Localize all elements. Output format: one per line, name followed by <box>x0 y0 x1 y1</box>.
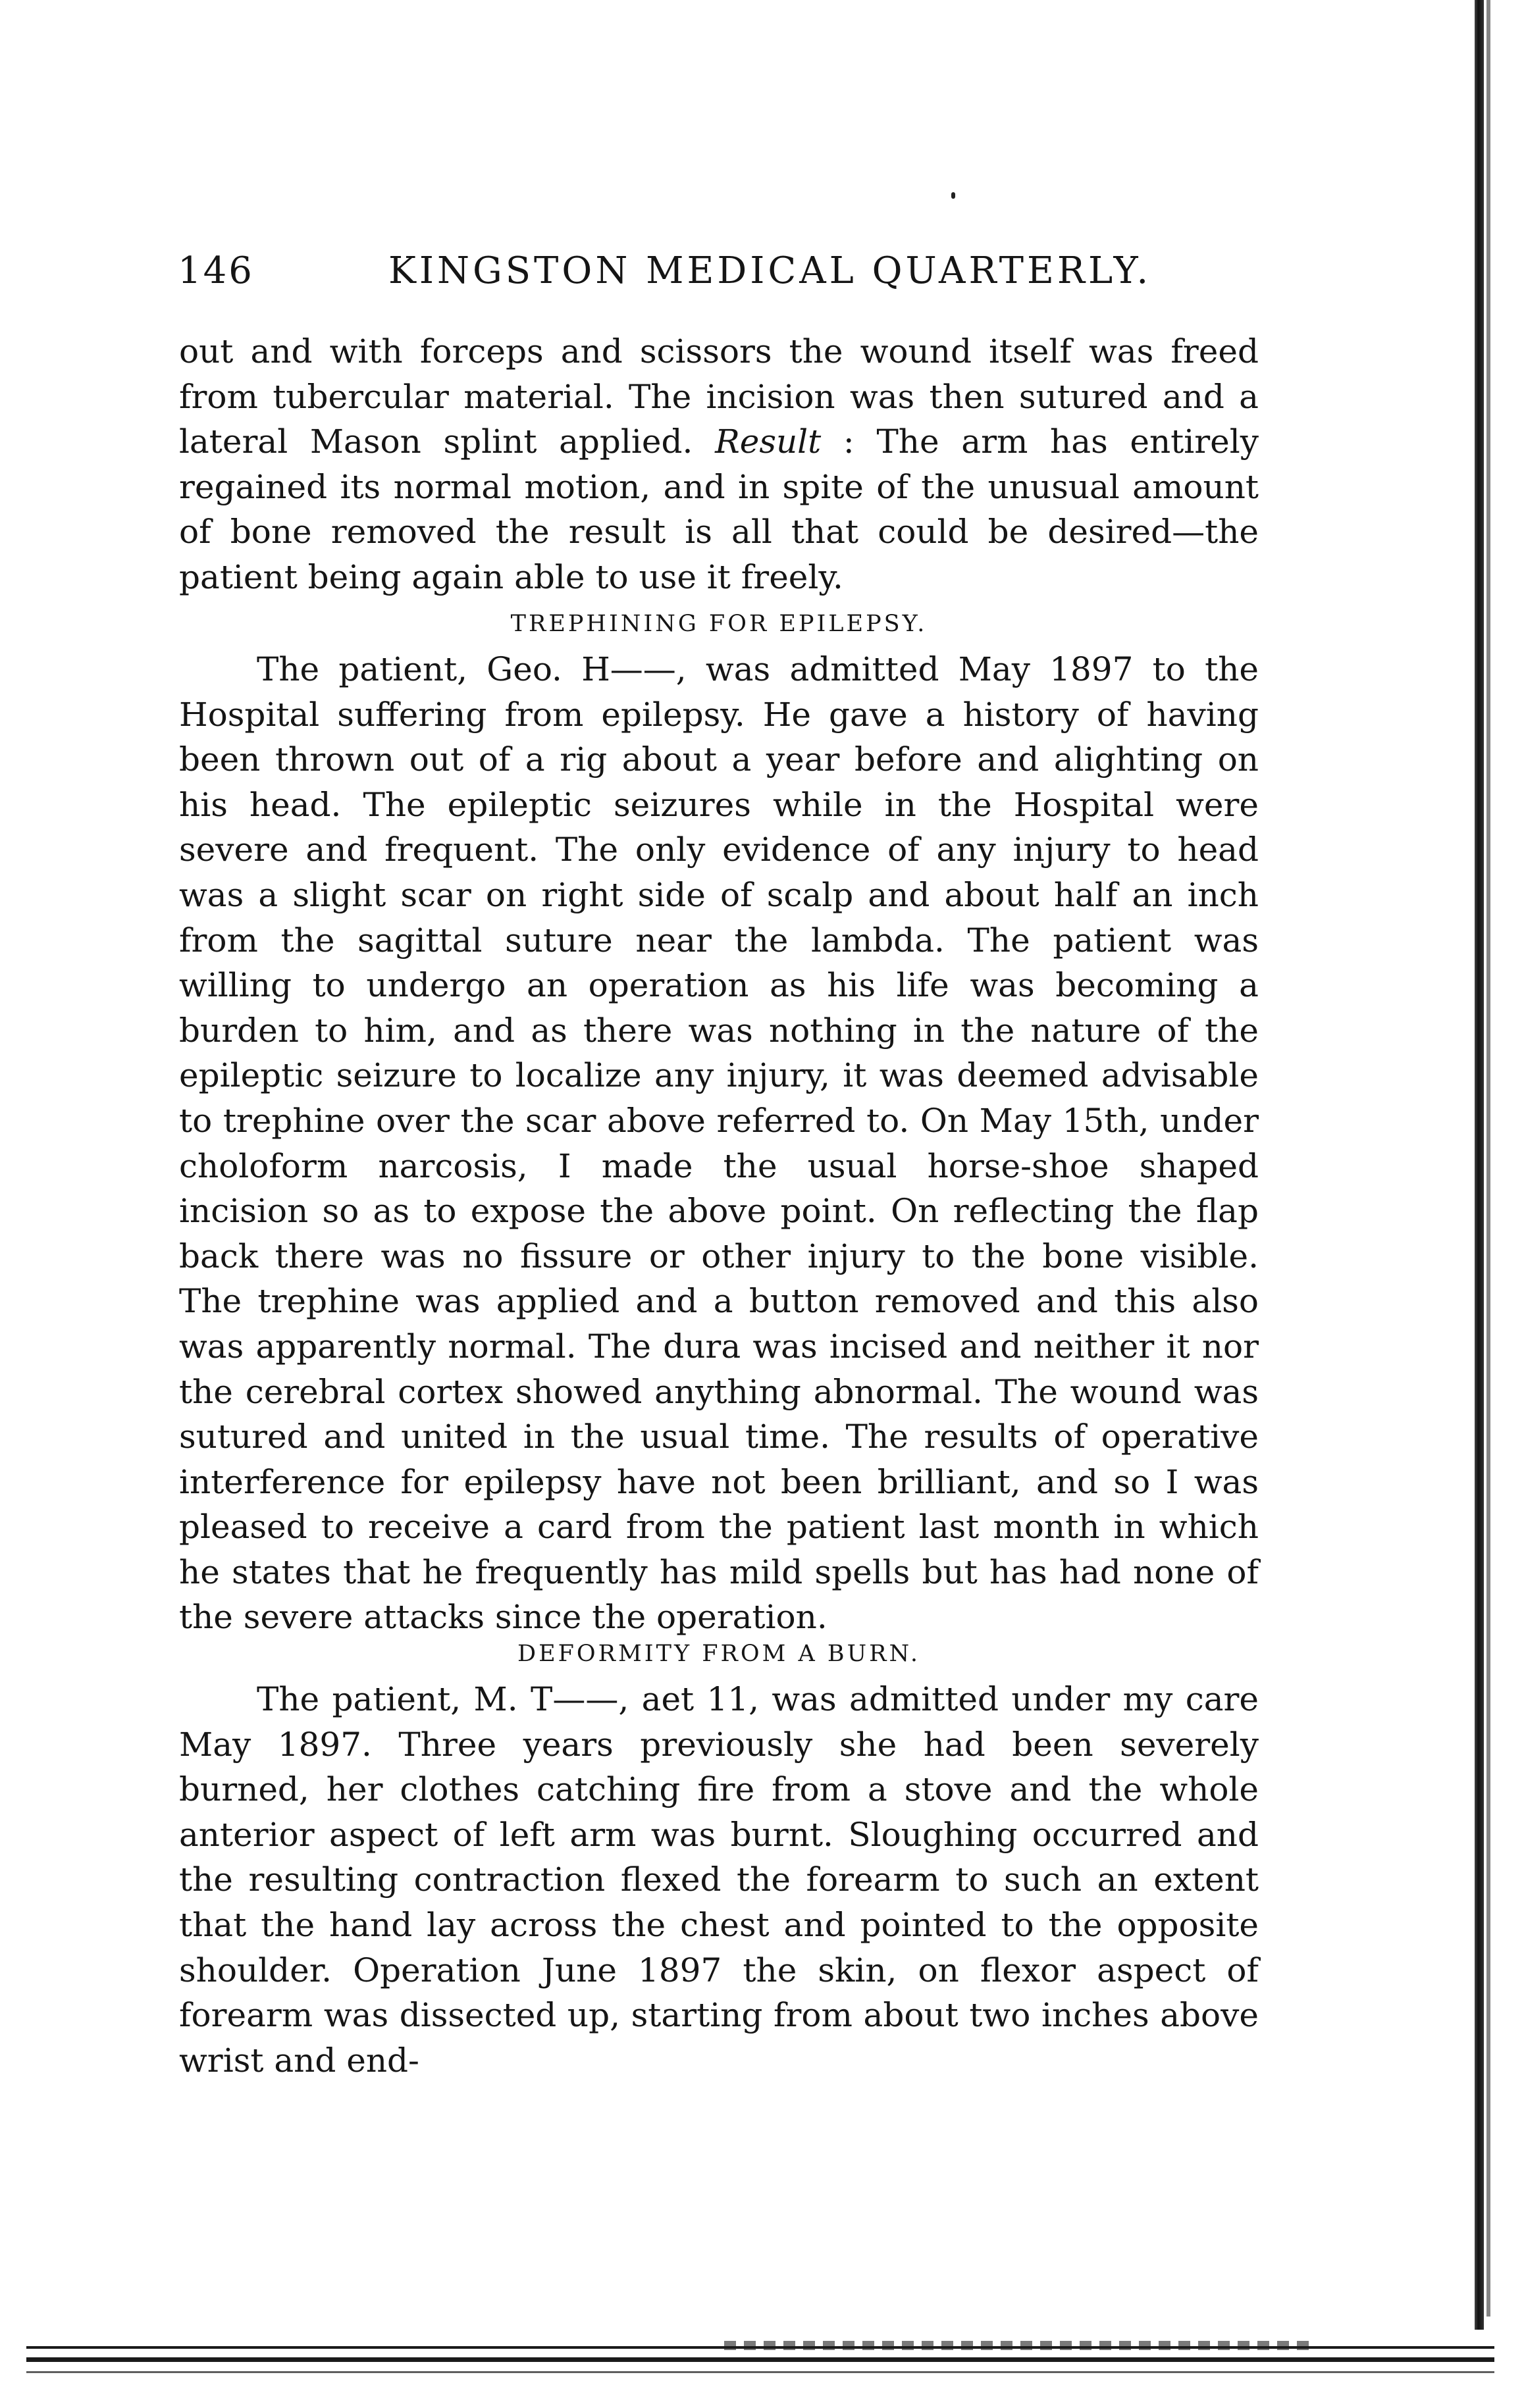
binding-edge-shadow <box>1475 0 1484 2330</box>
bottom-rule-bottom <box>26 2371 1494 2373</box>
burn-block <box>179 1677 1259 2083</box>
bottom-rule-middle <box>26 2357 1494 2362</box>
binding-edge-line <box>1486 0 1490 2317</box>
result-label: Result <box>715 423 822 461</box>
opening-text-before: out and with forceps and scissors the wound itself was freed from tubercular material. The incision was then sutured and a lateral Mason splint applied. <box>179 332 1259 461</box>
trephining-paragraph: The patient, Geo. H——, was admitted May 1897 to the Hospital suffering from epilepsy. He gave a history of having been thrown out of a rig about a year before and alighting on his head. The epileptic seizures while in the Hospital were severe and frequent. The only evidence of any injury to head was a slight scar on right side of scalp and about half an inch from the sagittal suture near the lambda. The patient was willing to undergo an operation as his life was becoming a burden to him, and as there was nothing in the nature of the epileptic seizure to localize any injury, it was deemed advisable to trephine over the scar above referred to. On May 15th, under choloform narcosis, I made the usual horse-shoe shaped incision so as to expose the above point. On reflecting the flap back there was no fissure or other injury to the bone visible. The trephine was applied and a button removed and this also was apparently normal. The dura was incised and neither it nor the cerebral cortex showed anything abnormal. The wound was sutured and united in the usual time. The results of operative interference for epilepsy have not been brilliant, and so I was pleased to receive a card from the patient last month in which he states that he frequently has mild spells but has had none of the severe attacks since the operation. <box>179 650 1259 1637</box>
page-number: 146 <box>178 249 254 292</box>
trephining-heading: TREPHINING FOR EPILEPSY. <box>510 611 928 637</box>
journal-title: KINGSTON MEDICAL QUARTERLY. <box>388 249 1152 292</box>
opening-text-after: : The arm has entirely regained its normal motion, and in spite of the unusual amount of bone removed the result is all that could be desired—the patient being again able to use it freely. <box>179 423 1259 596</box>
opening-paragraph <box>179 329 1259 600</box>
burn-heading: DEFORMITY FROM A BURN. <box>517 1641 920 1667</box>
burn-paragraph: The patient, M. T——, aet 11, was admitted under my care May 1897. Three years previously she had been severely burned, her clothes catching fire from a stove and the whole anterior aspect of left arm was burnt. Sloughing occurred and the resulting contraction flexed the forearm to such an extent that the hand lay across the chest and pointed to the opposite shoulder. Operation June 1897 the skin, on flexor aspect of forearm was dissected up, starting from about two inches above wrist and end- <box>179 1680 1259 2080</box>
opening-paragraph-block <box>179 329 1259 600</box>
ink-speck <box>951 192 955 199</box>
running-header <box>178 245 1257 297</box>
bottom-rule-top <box>26 2346 1494 2349</box>
trephining-block <box>179 647 1259 1640</box>
